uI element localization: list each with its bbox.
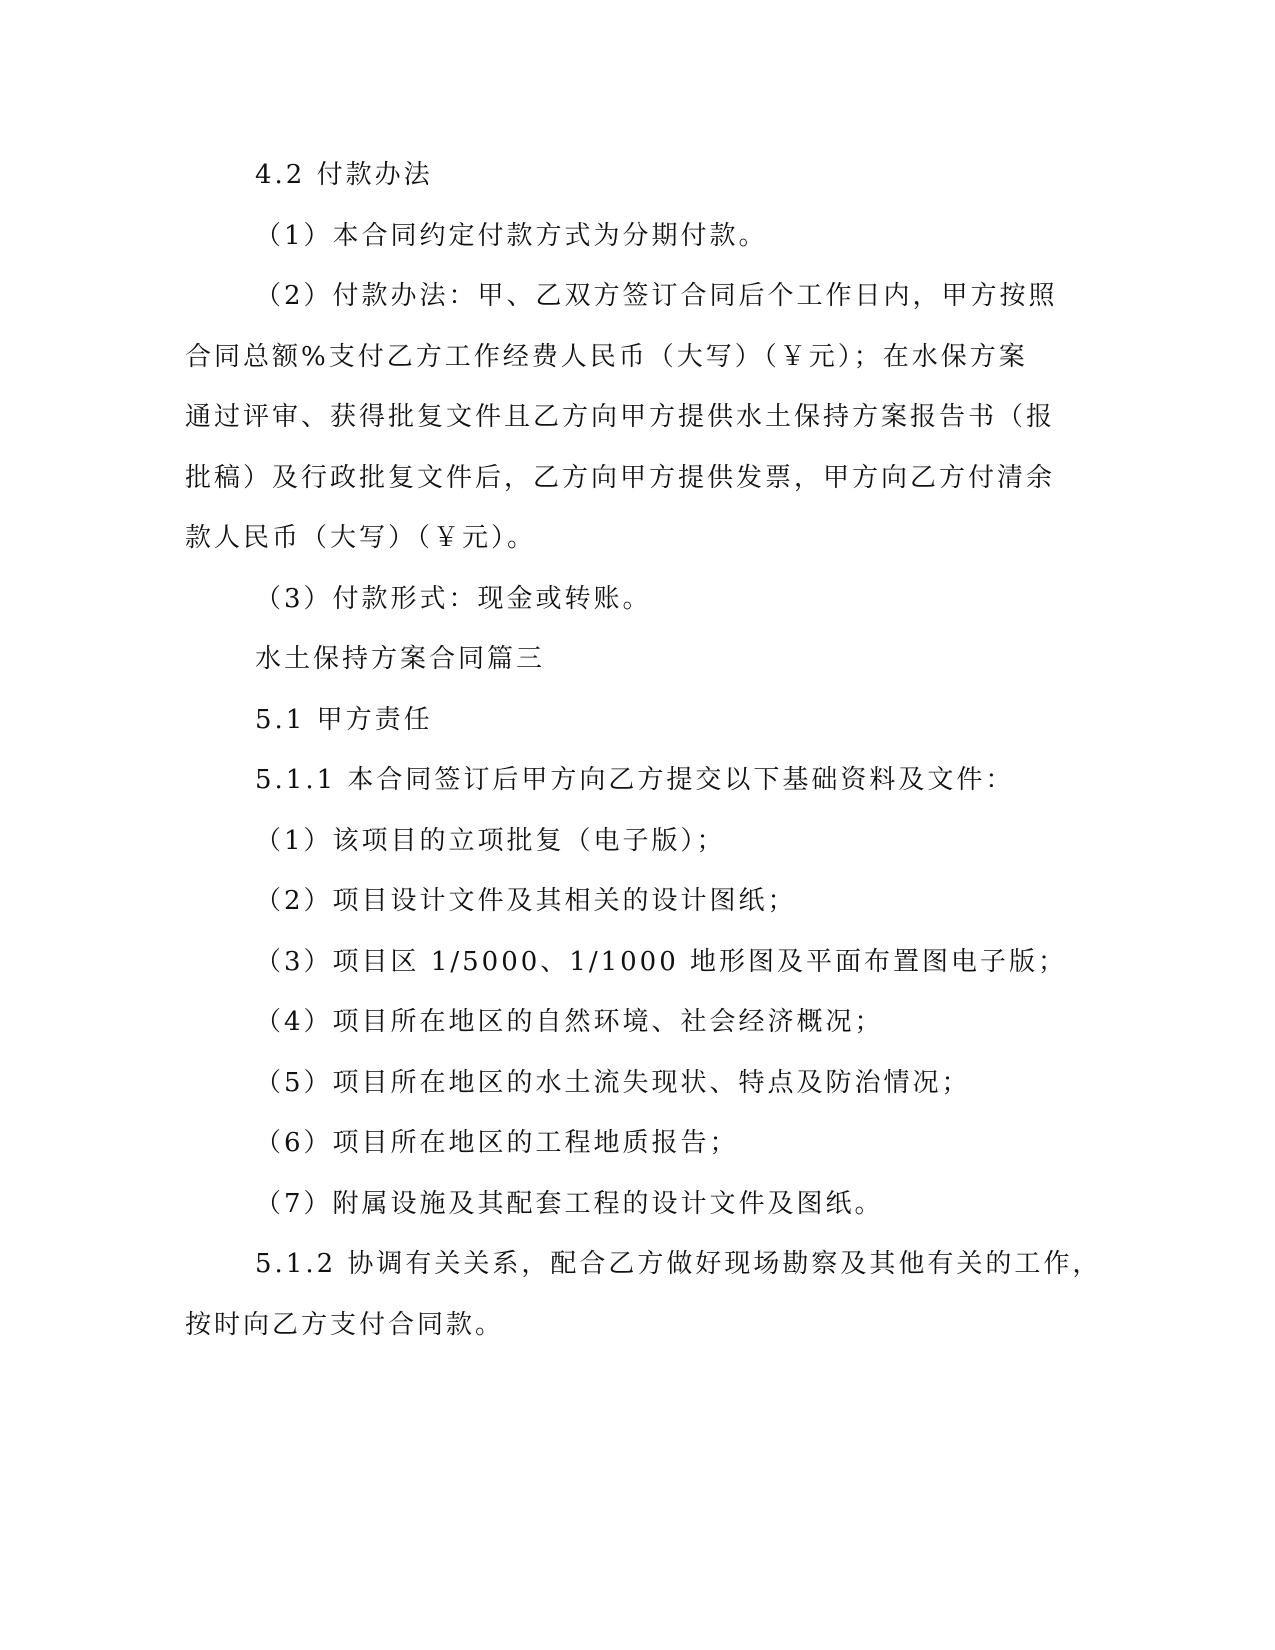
paragraph-line: （2）付款办法：甲、乙双方签订合同后个工作日内，甲方按照 [255,281,1058,311]
list-item: （1）该项目的立项批复（电子版）； [255,825,726,856]
list-item: （7）附属设施及其配套工程的设计文件及图纸。 [255,1188,884,1219]
heading-5-1: 5.1 甲方责任 [255,704,433,735]
paragraph-line: （1）本合同约定付款方式为分期付款。 [255,220,768,251]
list-item: （3）项目区 1/5000、1/1000 地形图及平面布置图电子版； [255,946,1068,977]
paragraph-line: 批稿）及行政批复文件后，乙方向甲方提供发票，甲方向乙方付清余 [185,462,1056,493]
document-body [185,155,1102,1365]
paragraph-line: 合同总额%支付乙方工作经费人民币（大写）（￥元）；在水保方案 [185,341,1028,372]
paragraph-line: 通过评审、获得批复文件且乙方向甲方提供水土保持方案报告书（报 [185,402,1056,432]
list-item: （6）项目所在地区的工程地质报告； [255,1128,739,1158]
paragraph-line: 按时向乙方支付合同款。 [185,1309,505,1340]
paragraph-line: 5.1.2 协调有关关系，配合乙方做好现场勘察及其他有关的工作， [255,1249,1102,1279]
paragraph-line: 5.1.1 本合同签订后甲方向乙方提交以下基础资料及文件： [255,765,1015,795]
list-item: （2）项目设计文件及其相关的设计图纸； [255,886,797,916]
list-item: （5）项目所在地区的水土流失现状、特点及防治情况； [255,1067,971,1098]
heading-4-2: 4.2 付款办法 [255,160,433,190]
paragraph-line: （3）付款形式：现金或转账。 [255,583,652,614]
section-title: 水土保持方案合同篇三 [255,644,546,674]
paragraph-line: 款人民币（大写）（￥元）。 [185,523,537,553]
list-item: （4）项目所在地区的自然环境、社会经济概况； [255,1007,884,1037]
